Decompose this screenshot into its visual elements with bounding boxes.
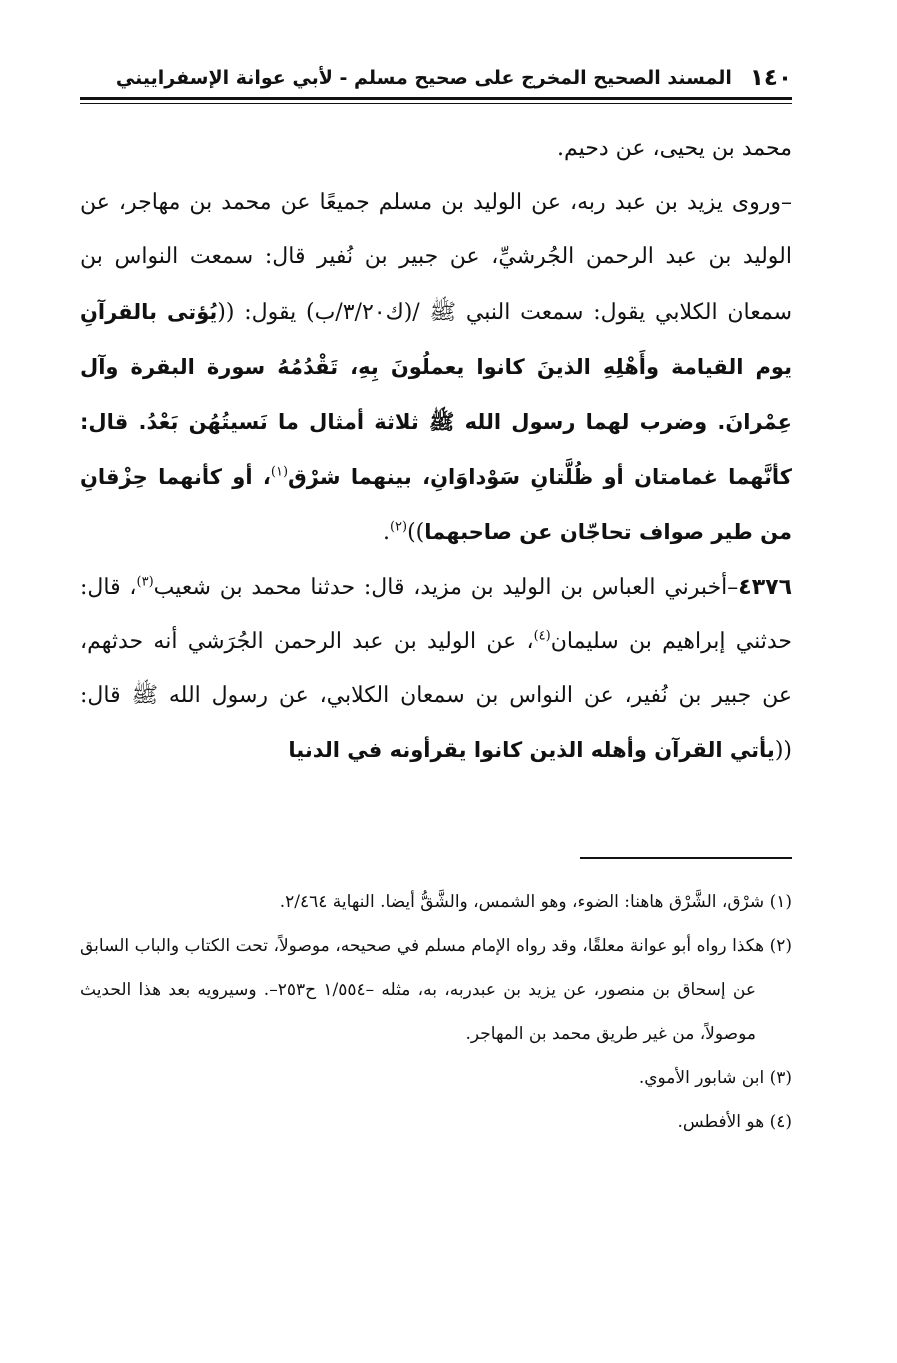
footnote-ref: (٣) [136, 574, 154, 590]
footnote: (٣) ابن شابور الأموي. [638, 1068, 792, 1088]
paragraph-text: ، عن الوليد بن عبد الرحمن الجُرَشي أنه حدثهم، عن جبير بن نُفير، عن النواس بن سمعان الكلابي، عن رسول الله ﷺ قال: (( [80, 628, 792, 764]
footnote-separator [580, 857, 792, 859]
paragraph [80, 122, 792, 176]
paragraph-text: –أخبرني العباس بن الوليد بن مزيد، قال: حدثنا محمد بن شعيب [153, 574, 739, 600]
header-rule-thin [80, 103, 792, 104]
footnote-ref: (٢) [389, 520, 408, 536]
footnote: (١) شرْق، الشَّرْق هاهنا: الضوء، وهو الشمس، والشَّقُّ أيضا. النهاية ٢/٤٦٤. [279, 892, 792, 912]
quote-close: )) [407, 520, 425, 546]
paragraph-text: –وروى يزيد بن عبد ربه، عن الوليد بن مسلم جميعًا عن محمد بن مهاجر، عن الوليد بن عبد الرحمن الجُرشيِّ، عن جبير بن نُفير قال: سمعت النواس بن سمعان الكلابي يقول: سمعت النبي ﷺ /(ك٣/٢٠/ب) يقول: (( [80, 190, 793, 325]
page-number: ١٤٠ [749, 65, 792, 91]
footnotes [80, 880, 792, 1144]
paragraph-end: . [382, 520, 390, 546]
footnote-ref: (١) [270, 464, 289, 480]
main-text [80, 122, 792, 778]
footnote: (٢) هكذا رواه أبو عوانة معلقًا، وقد رواه الإمام مسلم في صحيحه، موصولاً، تحت الكتاب والباب السابق عن إسحاق بن منصور، عن يزيد بن عبدربه، به، مثله –١/٥٥٤ ح٢٥٣–. وسيرويه بعد هذا الحديث موصولاً، من غير طريق محمد بن المهاجر. [80, 936, 792, 1044]
hadith-number: ٤٣٧٦ [738, 574, 792, 600]
running-header [80, 60, 792, 96]
paragraph [80, 176, 792, 560]
paragraph-text: محمد بن يحيى، عن دحيم. [556, 136, 792, 161]
hadith-quote: ، أو كأنهما حِزْقانِ من طير صواف تحاجّان عن صاحبهما [80, 465, 792, 545]
running-title: المسند الصحيح المخرج على صحيح مسلم - لأبي عوانة الإسفراييني [115, 67, 732, 89]
paragraph [80, 561, 792, 779]
hadith-quote: يُؤتى بالقرآنِ يوم القيامة وأَهْلِهِ الذينَ كانوا يعملُونَ بِهِ، تَقْدُمُهُ سورة البقرة وآل عِمْرانَ. وضرب لهما رسول الله ﷺ ثلاثة أمثال ما نَسيتُهُن بَعْدُ. قال: كأنَّهما غمامتان أو ظُلَّتانِ سَوْداوَانِ، بينهما شرْق [80, 299, 792, 490]
header-rule [80, 97, 792, 100]
paragraph-text: ، قال: حدثني إبراهيم بن سليمان [80, 574, 792, 654]
hadith-quote: يأتي القرآن وأهله الذين كانوا يقرأونه في الدنيا [288, 738, 775, 763]
footnote: (٤) هو الأفطس. [677, 1112, 792, 1132]
footnote-ref: (٤) [533, 628, 551, 644]
